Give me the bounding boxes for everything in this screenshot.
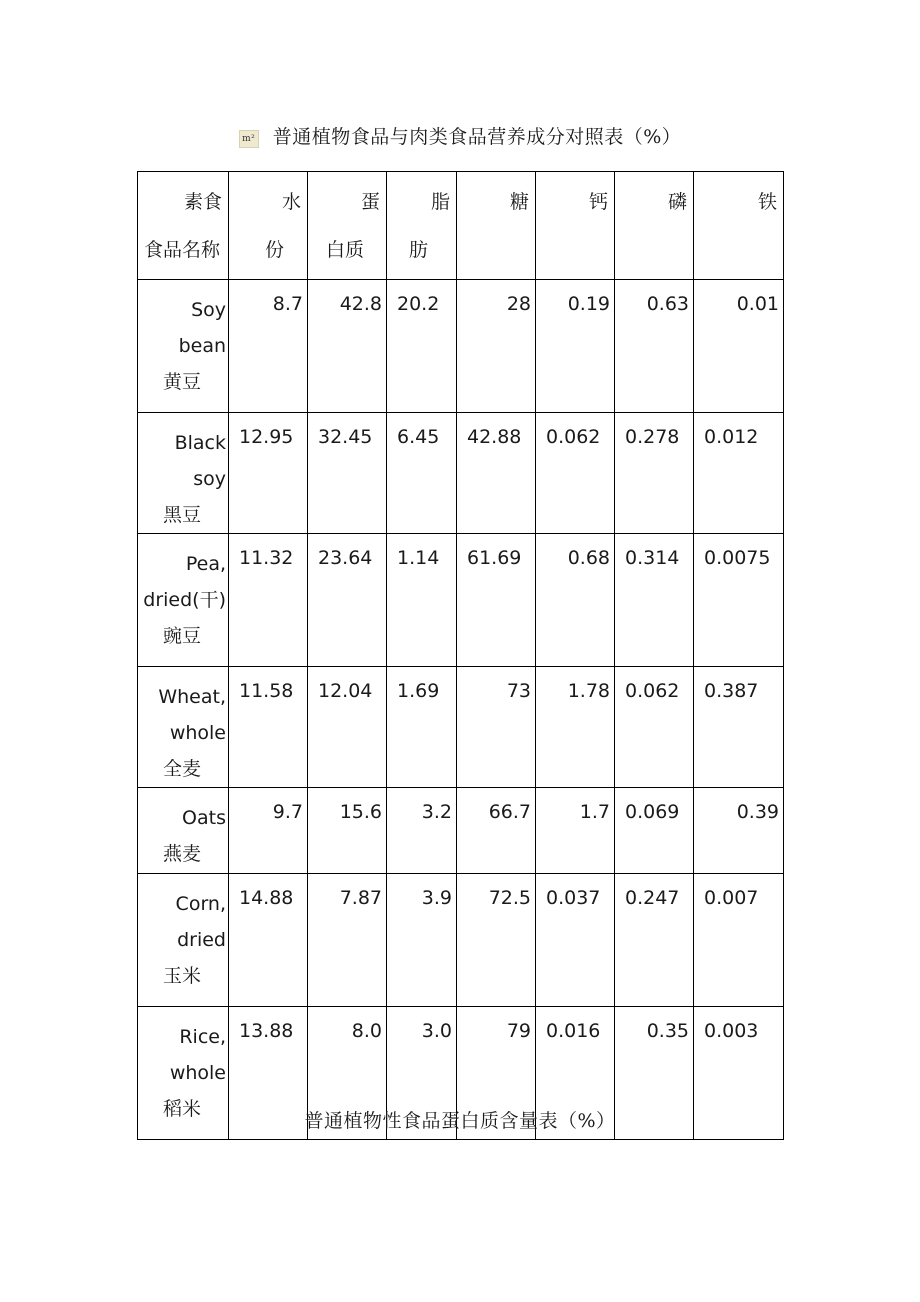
header-top: 钙 — [588, 191, 608, 213]
food-name-en: Oats — [182, 807, 226, 829]
header-cell — [229, 172, 308, 280]
sugar-cell: 66.7 — [457, 788, 536, 874]
phosphorus-cell: 0.247 — [615, 874, 694, 1007]
fat-cell: 20.2 — [387, 280, 457, 413]
food-name-cn: 黄豆 — [162, 371, 201, 393]
iron-cell: 0.0075 — [694, 534, 784, 667]
phosphorus-cell: 0.278 — [615, 413, 694, 534]
food-name-en: Pea, dried(干) — [143, 553, 226, 611]
sugar-cell: 28 — [457, 280, 536, 413]
food-name-cell — [138, 534, 229, 667]
water-cell: 9.7 — [229, 788, 308, 874]
fat-cell: 3.0 — [387, 1007, 457, 1140]
food-name-en: Soy bean — [178, 299, 226, 357]
water-cell: 12.95 — [229, 413, 308, 534]
phosphorus-cell: 0.63 — [615, 280, 694, 413]
water-cell: 8.7 — [229, 280, 308, 413]
food-name-cn: 燕麦 — [162, 843, 201, 865]
table-header-row — [138, 172, 784, 280]
header-top: 铁 — [757, 191, 777, 213]
food-name-cell — [138, 280, 229, 413]
header-cell — [308, 172, 387, 280]
table-row — [138, 667, 784, 788]
fat-cell: 6.45 — [387, 413, 457, 534]
document-icon: m² — [239, 130, 259, 148]
food-name-en: Corn, dried — [175, 893, 226, 951]
header-cell — [138, 172, 229, 280]
table-row — [138, 534, 784, 667]
protein-cell: 7.87 — [308, 874, 387, 1007]
page-title-text: 普通植物食品与肉类食品营养成分对照表（%） — [272, 126, 682, 148]
protein-cell: 32.45 — [308, 413, 387, 534]
calcium-cell: 0.037 — [536, 874, 615, 1007]
protein-cell: 42.8 — [308, 280, 387, 413]
fat-cell: 3.9 — [387, 874, 457, 1007]
nutrition-table — [137, 171, 784, 1140]
iron-cell: 0.01 — [694, 280, 784, 413]
water-cell: 13.88 — [229, 1007, 308, 1140]
iron-cell: 0.003 — [694, 1007, 784, 1140]
page-title — [0, 122, 920, 149]
table-row — [138, 413, 784, 534]
header-cell — [387, 172, 457, 280]
iron-cell: 0.007 — [694, 874, 784, 1007]
food-name-cn: 豌豆 — [162, 625, 201, 647]
header-bottom: 份 — [265, 239, 285, 261]
fat-cell: 3.2 — [387, 788, 457, 874]
protein-cell: 8.0 — [308, 1007, 387, 1140]
sugar-cell: 73 — [457, 667, 536, 788]
protein-cell: 23.64 — [308, 534, 387, 667]
food-name-en: Wheat, whole — [158, 686, 226, 744]
water-cell: 11.58 — [229, 667, 308, 788]
iron-cell: 0.012 — [694, 413, 784, 534]
food-name-en: Black soy — [174, 432, 226, 490]
header-cell — [694, 172, 784, 280]
header-top: 磷 — [667, 191, 687, 213]
calcium-cell: 0.062 — [536, 413, 615, 534]
header-bottom: 白质 — [326, 239, 365, 261]
section-subtitle: 普通植物性食品蛋白质含量表（%） — [304, 1110, 616, 1132]
header-bottom: 食品名称 — [144, 239, 221, 261]
header-top: 脂 — [430, 191, 450, 213]
food-name-cn: 稻米 — [162, 1098, 201, 1120]
calcium-cell: 0.016 — [536, 1007, 615, 1140]
table-row — [138, 280, 784, 413]
food-name-cn: 黑豆 — [162, 504, 201, 526]
header-cell — [457, 172, 536, 280]
protein-cell: 12.04 — [308, 667, 387, 788]
fat-cell: 1.69 — [387, 667, 457, 788]
sugar-cell: 42.88 — [457, 413, 536, 534]
water-cell: 11.32 — [229, 534, 308, 667]
food-name-cn: 全麦 — [162, 758, 201, 780]
water-cell: 14.88 — [229, 874, 308, 1007]
food-name-en: Rice, whole — [169, 1026, 226, 1084]
food-name-cell — [138, 413, 229, 534]
iron-cell: 0.39 — [694, 788, 784, 874]
header-top: 水 — [281, 191, 301, 213]
header-top: 蛋 — [360, 191, 380, 213]
header-cell — [615, 172, 694, 280]
phosphorus-cell: 0.069 — [615, 788, 694, 874]
header-cell — [536, 172, 615, 280]
header-top: 素食 — [183, 191, 222, 213]
phosphorus-cell: 0.314 — [615, 534, 694, 667]
protein-cell: 15.6 — [308, 788, 387, 874]
calcium-cell: 1.78 — [536, 667, 615, 788]
food-name-cell — [138, 667, 229, 788]
calcium-cell: 1.7 — [536, 788, 615, 874]
table-row — [138, 788, 784, 874]
sugar-cell: 61.69 — [457, 534, 536, 667]
header-top: 糖 — [509, 191, 529, 213]
fat-cell: 1.14 — [387, 534, 457, 667]
header-bottom: 肪 — [409, 239, 429, 261]
sugar-cell: 79 — [457, 1007, 536, 1140]
table-row — [138, 874, 784, 1007]
phosphorus-cell: 0.062 — [615, 667, 694, 788]
food-name-cn: 玉米 — [162, 965, 201, 987]
food-name-cell — [138, 788, 229, 874]
phosphorus-cell: 0.35 — [615, 1007, 694, 1140]
sugar-cell: 72.5 — [457, 874, 536, 1007]
iron-cell: 0.387 — [694, 667, 784, 788]
food-name-cell — [138, 874, 229, 1007]
calcium-cell: 0.68 — [536, 534, 615, 667]
calcium-cell: 0.19 — [536, 280, 615, 413]
